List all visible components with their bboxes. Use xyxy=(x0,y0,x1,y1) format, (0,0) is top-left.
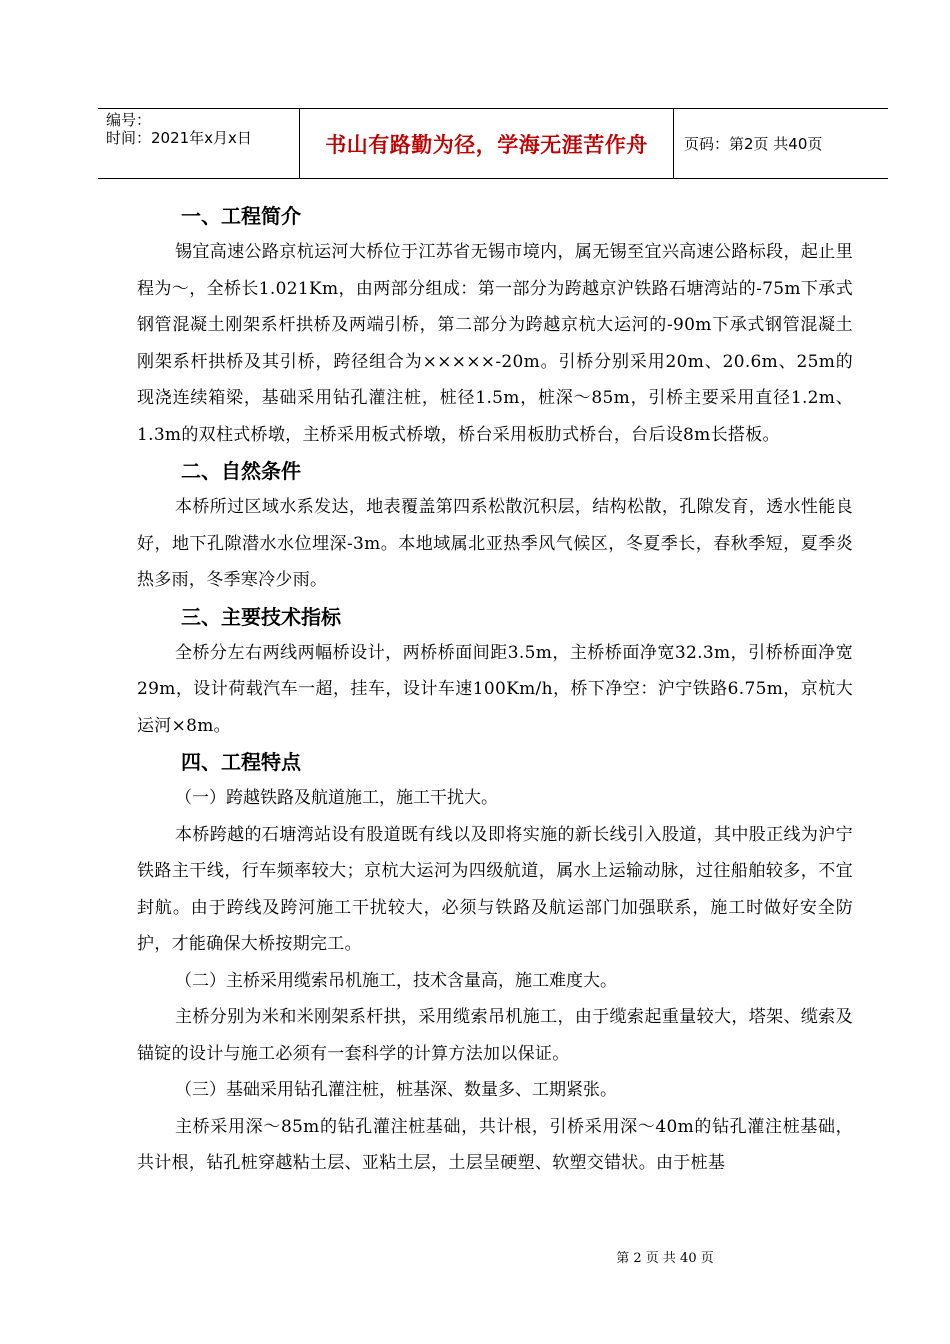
document-number-label: 编号： xyxy=(106,111,152,129)
page-header xyxy=(98,108,888,179)
header-page-cell xyxy=(674,109,888,178)
header-page-label: 页码：第2页 共40页 xyxy=(684,135,823,153)
header-meta xyxy=(98,109,300,178)
overview-paragraph: 锡宜高速公路京杭运河大桥位于江苏省无锡市境内，属无锡至宜兴高速公路标段，起止里程为～，全桥长1.021Km，由两部分组成：第一部分为跨越京沪铁路石塘湾站的-75m下承式钢管混凝土刚架系杆拱桥及两端引桥，第二部分为跨越京杭大运河的-90m下承式钢管混凝土刚架系杆拱桥及其引桥，跨径组合为×××××-20m。引桥分别采用20m、20.6m、25m的现浇连续箱梁，基础采用钻孔灌注桩，桩径1.5m，桩深～85m，引桥主要采用直径1.2m、1.3m的双柱式桥墩，主桥采用板式桥墩，桥台采用板肋式桥台，台后设8m长搭板。 xyxy=(137,242,853,445)
section-heading-features: 四、工程特点 xyxy=(181,750,301,774)
header-motto: 书山有路勤为径，学海无涯苦作舟 xyxy=(325,132,648,157)
document-body xyxy=(137,198,853,1182)
section-heading-natural-conditions: 二、自然条件 xyxy=(181,459,301,483)
feature-paragraph-3: 主桥采用深～85m的钻孔灌注桩基础，共计根，引桥采用深～40m的钻孔灌注桩基础，共计根，钻孔桩穿越粘土层、亚粘土层，土层呈硬塑、软塑交错状。由于桩基 xyxy=(137,1116,853,1173)
feature-paragraph-1: 本桥跨越的石塘湾站设有股道既有线以及即将实施的新长线引入股道，其中股正线为沪宁铁路主干线，行车频率较大；京杭大运河为四级航道，属水上运输动脉，过往船舶较多，不宜封航。由于跨线及跨河施工干扰较大，必须与铁路及航运部门加强联系，施工时做好安全防护，才能确保大桥按期完工。 xyxy=(137,824,853,954)
feature-subheading-3: （三）基础采用钻孔灌注桩，桩基深、数量多、工期紧张。 xyxy=(175,1080,617,1100)
feature-subheading-1: （一）跨越铁路及航道施工，施工干扰大。 xyxy=(175,788,498,808)
natural-conditions-paragraph: 本桥所过区域水系发达，地表覆盖第四系松散沉积层，结构松散，孔隙发育，透水性能良好，地下孔隙潜水水位埋深-3m。本地域属北亚热季风气候区，冬夏季长，春秋季短，夏季炎热多雨，冬季寒冷少雨。 xyxy=(137,497,853,590)
page-footer: 第 2 页 共 40 页 xyxy=(616,1251,714,1266)
technical-indicators-paragraph: 全桥分左右两线两幅桥设计，两桥桥面间距3.5m，主桥桥面净宽32.3m，引桥桥面净宽29m，设计荷载汽车一超，挂车，设计车速100Km/h，桥下净空：沪宁铁路6.75m，京杭大运河×8m。 xyxy=(137,642,853,736)
section-heading-technical-indicators: 三、主要技术指标 xyxy=(181,604,341,629)
feature-subheading-2: （二）主桥采用缆索吊机施工，技术含量高，施工难度大。 xyxy=(175,970,617,991)
document-time-label: 时间：2021年x月x日 xyxy=(106,129,252,147)
section-heading-overview: 一、工程简介 xyxy=(181,204,301,228)
header-motto-cell xyxy=(300,109,674,178)
feature-paragraph-2: 主桥分别为米和米刚架系杆拱，采用缆索吊机施工，由于缆索起重量较大，塔架、缆索及锚锭的设计与施工必须有一套科学的计算方法加以保证。 xyxy=(137,1007,853,1064)
